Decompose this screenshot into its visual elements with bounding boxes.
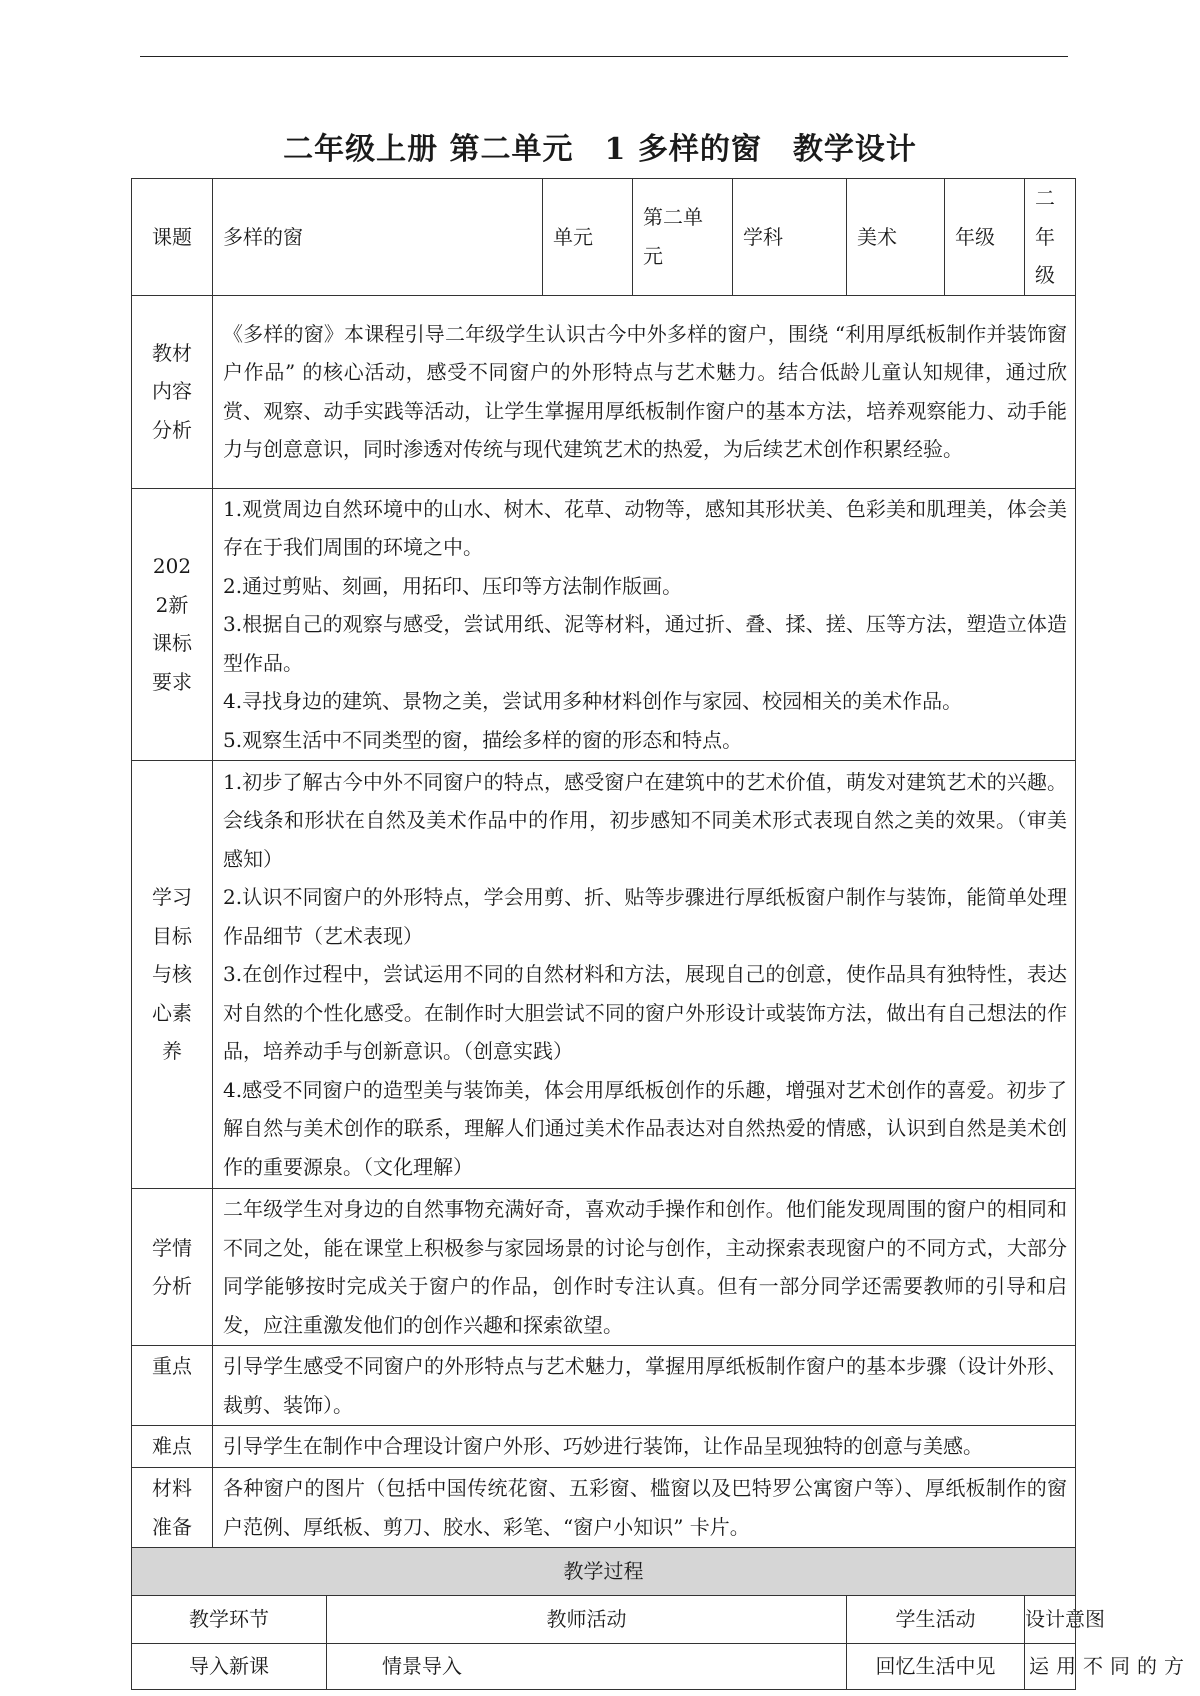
analysis-label-text: 教材内容分析 xyxy=(152,340,192,442)
grade-value: 二年级 xyxy=(1025,179,1076,296)
process-row-intro xyxy=(132,1644,1076,1690)
unit-label: 单元 xyxy=(543,179,633,296)
subject-label: 学科 xyxy=(733,179,847,296)
key-point-text: 引导学生感受不同窗户的外形特点与艺术魅力，掌握用厚纸板制作窗户的基本步骤（设计外形、裁剪、装饰）。 xyxy=(213,1346,1076,1426)
col-student: 学生活动 xyxy=(847,1596,1025,1644)
objective-item: 2.认识不同窗户的外形特点，学会用剪、折、贴等步骤进行厚纸板窗户制作与装饰，能简单处理作品细节（艺术表现） xyxy=(223,885,1068,948)
subject-value: 美术 xyxy=(847,179,945,296)
standard-item: 5.观察生活中不同类型的窗，描绘多样的窗的形态和特点。 xyxy=(223,727,743,752)
objectives-row xyxy=(132,761,1076,1189)
standards-row xyxy=(132,488,1076,761)
objective-item: 4.感受不同窗户的造型美与装饰美，体会用厚纸板创作的乐趣，增强对艺术创作的喜爱。初步了解自然与美术创作的联系，理解人们通过美术作品表达对自然热爱的情感，认识到自然是美术创作的重要源泉。（文化理解） xyxy=(223,1077,1068,1179)
lesson-plan-table xyxy=(131,178,1192,1690)
standard-item: 3.根据自己的观察与感受，尝试用纸、泥等材料，通过折、叠、揉、搓、压等方法，塑造立体造型作品。 xyxy=(223,612,1068,675)
process-header: 教学过程 xyxy=(132,1548,1076,1596)
row1-intent xyxy=(1025,1644,1192,1690)
learners-row xyxy=(132,1189,1076,1346)
difficulty-text: 引导学生在制作中合理设计窗户外形、巧妙进行装饰，让作品呈现独特的创意与美感。 xyxy=(213,1426,1076,1468)
standards-label-text: 2022新课标要求 xyxy=(152,554,192,694)
difficulty-label: 难点 xyxy=(132,1426,213,1468)
objective-item: 3.在创作过程中，尝试运用不同的自然材料和方法，展现自己的创意，使作品具有独特性，表达对自然的个性化感受。在制作时大胆尝试不同的窗户外形设计或装饰方法，做出有自己想法的作品，培养动手与创新意识。（创意实践） xyxy=(223,962,1068,1064)
analysis-row xyxy=(132,295,1076,488)
process-header-row xyxy=(132,1548,1076,1596)
grade-label: 年级 xyxy=(945,179,1025,296)
standards-label xyxy=(132,488,213,761)
col-stage: 教学环节 xyxy=(132,1596,327,1644)
standards-list xyxy=(213,488,1076,761)
objectives-label xyxy=(132,761,213,1189)
standard-item: 4.寻找身边的建筑、景物之美，尝试用多种材料创作与家园、校园相关的美术作品。 xyxy=(223,689,963,713)
analysis-label xyxy=(132,295,213,488)
learners-text: 二年级学生对身边的自然事物充满好奇，喜欢动手操作和创作。他们能发现周围的窗户的相同和不同之处，能在课堂上积极参与家园场景的讨论与创作，主动探索表现窗户的不同方式，大部分同学能够按时完成关于窗户的作品，创作时专注认真。但有一部分同学还需要教师的引导和启发，应注重激发他们的创作兴趣和探索欲望。 xyxy=(213,1189,1076,1346)
learners-label xyxy=(132,1189,213,1346)
standard-item: 2.通过剪贴、刻画，用拓印、压印等方法制作版画。 xyxy=(223,573,683,598)
standard-item: 1.观赏周边自然环境中的山水、树木、花草、动物等，感知其形状美、色彩美和肌理美，体会美存在于我们周围的环境之中。 xyxy=(223,496,1068,559)
row1-teacher: 情景导入 xyxy=(327,1644,847,1690)
objectives-label-text: 学习目标与核心素养 xyxy=(152,885,192,1064)
unit-value: 第二单元 xyxy=(633,179,733,296)
learners-label-text: 学情分析 xyxy=(152,1235,192,1298)
header-rule xyxy=(140,56,1068,57)
col-intent-text: 设计意图 xyxy=(1025,1607,1106,1632)
objective-item: 1.初步了解古今中外不同窗户的特点，感受窗户在建筑中的艺术价值，萌发对建筑艺术的兴趣。会线条和形状在自然及美术作品中的作用，初步感知不同美术形式表现自然之美的效果。（审美感知） xyxy=(223,769,1068,871)
row1-intent-text: 运用不同的方 xyxy=(1029,1654,1192,1679)
materials-label xyxy=(132,1468,213,1548)
materials-row xyxy=(132,1468,1076,1548)
process-columns-row xyxy=(132,1596,1076,1644)
course-value: 多样的窗 xyxy=(213,179,543,296)
difficulty-row xyxy=(132,1426,1076,1468)
materials-label-text: 材料准备 xyxy=(152,1476,192,1539)
row1-stage: 导入新课 xyxy=(132,1644,327,1690)
analysis-text: 《多样的窗》本课程引导二年级学生认识古今中外多样的窗户，围绕 “利用厚纸板制作并装饰窗户作品” 的核心活动，感受不同窗户的外形特点与艺术魅力。结合低龄儿童认知规律，通过欣赏、观察、动手实践等活动，让学生掌握用厚纸板制作窗户的基本方法，培养观察能力、动手能力与创意意识，同时渗透对传统与现代建筑艺术的热爱，为后续艺术创作积累经验。 xyxy=(213,295,1076,488)
col-teacher: 教师活动 xyxy=(327,1596,847,1644)
key-point-row xyxy=(132,1346,1076,1426)
course-label: 课题 xyxy=(132,179,213,296)
info-row xyxy=(132,179,1076,296)
document-title: 二年级上册 第二单元 1 多样的窗 教学设计 xyxy=(283,132,917,167)
col-intent xyxy=(1025,1596,1106,1644)
materials-text: 各种窗户的图片（包括中国传统花窗、五彩窗、槛窗以及巴特罗公寓窗户等）、厚纸板制作的窗户范例、厚纸板、剪刀、胶水、彩笔、“窗户小知识” 卡片。 xyxy=(213,1468,1076,1548)
row1-student: 回忆生活中见 xyxy=(847,1644,1025,1690)
objectives-list xyxy=(213,761,1076,1189)
key-point-label: 重点 xyxy=(132,1346,213,1426)
